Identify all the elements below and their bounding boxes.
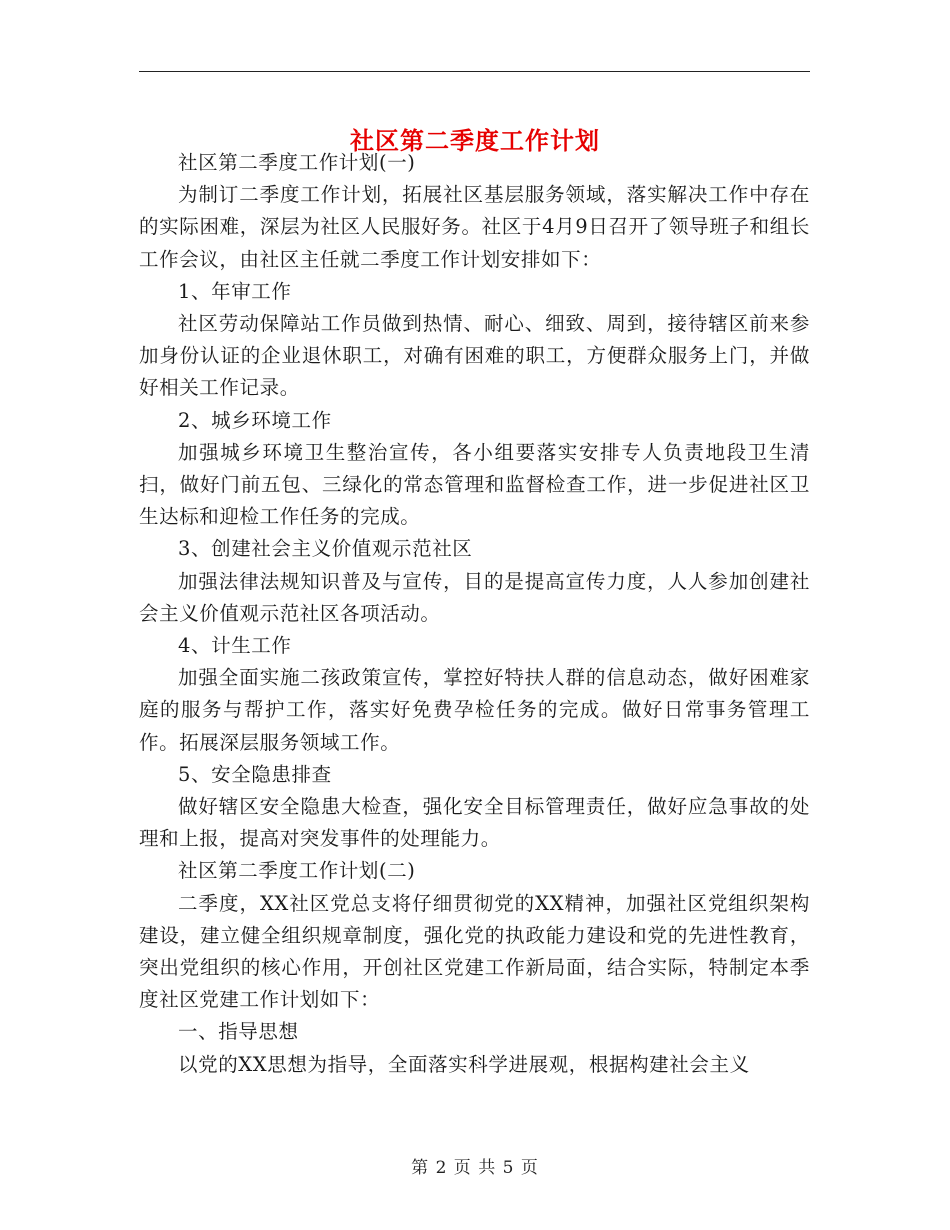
paragraph: 为制订二季度工作计划，拓展社区基层服务领域，落实解决工作中存在的实际困难，深层为社区人民服好务。社区于4月9日召开了领导班子和组长工作会议，由社区主任就二季度工作计划安排如下： bbox=[139, 183, 810, 271]
paragraph: 加强全面实施二孩政策宣传，掌控好特扶人群的信息动态，做好困难家庭的服务与帮护工作，落实好免费孕检任务的完成。做好日常事务管理工作。拓展深层服务领域工作。 bbox=[139, 666, 810, 754]
paragraph: 社区劳动保障站工作员做到热情、耐心、细致、周到，接待辖区前来参加身份认证的企业退休职工，对确有困难的职工，方便群众服务上门，并做好相关工作记录。 bbox=[139, 312, 810, 400]
paragraph: 5、安全隐患排查 bbox=[178, 762, 332, 786]
paragraph: 2、城乡环境工作 bbox=[178, 408, 332, 432]
paragraph: 社区第二季度工作计划(二) bbox=[178, 859, 416, 883]
paragraph: 二季度，XX社区党总支将仔细贯彻党的XX精神，加强社区党组织架构建设，建立健全组织规章制度，强化党的执政能力建设和党的先进性教育，突出党组织的核心作用，开创社区党建工作新局面，结合实际，特制定本季度社区党建工作计划如下： bbox=[139, 891, 810, 1012]
paragraph: 以党的XX思想为指导，全面落实科学进展观，根据构建社会主义 bbox=[178, 1052, 750, 1076]
paragraph: 加强城乡环境卫生整治宣传，各小组要落实安排专人负责地段卫生清扫，做好门前五包、三绿化的常态管理和监督检查工作，进一步促进社区卫生达标和迎检工作任务的完成。 bbox=[139, 440, 810, 529]
paragraph: 做好辖区安全隐患大检查，强化安全目标管理责任，做好应急事故的处理和上报，提高对突发事件的处理能力。 bbox=[139, 795, 810, 851]
page-footer: 第 2 页 共 5 页 bbox=[411, 1158, 539, 1178]
paragraph: 4、计生工作 bbox=[178, 634, 292, 658]
header-rule bbox=[139, 71, 810, 72]
paragraph: 3、创建社会主义价值观示范社区 bbox=[178, 537, 473, 561]
document-body bbox=[139, 147, 810, 1081]
paragraph: 加强法律法规知识普及与宣传，目的是提高宣传力度，人人参加创建社会主义价值观示范社区各项活动。 bbox=[139, 569, 810, 625]
paragraph: 社区第二季度工作计划(一) bbox=[178, 151, 416, 174]
document-title: 社区第二季度工作计划 bbox=[350, 126, 600, 156]
paragraph: 一、指导思想 bbox=[178, 1020, 299, 1044]
paragraph: 1、年审工作 bbox=[178, 279, 292, 303]
